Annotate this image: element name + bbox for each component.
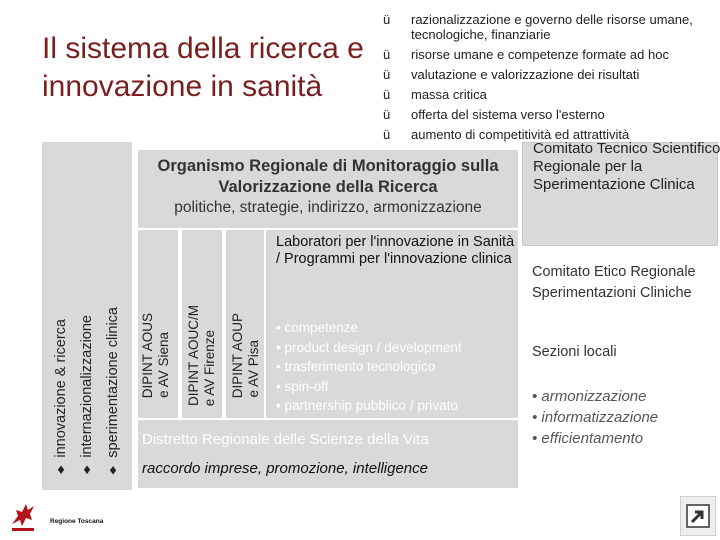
armonizzazione-list <box>532 386 718 449</box>
check-icon: ü <box>383 127 391 142</box>
dipint-firenze-line2: e AV Firenze <box>202 329 217 406</box>
armonizzazione-item: • efficientamento <box>532 428 718 449</box>
slide-title: Il sistema della ricerca e innovazione in sanità <box>42 32 364 103</box>
organismo-title: Organismo Regionale di Monitoraggio sulla <box>157 157 499 175</box>
organismo-subtitle: Valorizzazione della Ricerca <box>218 178 438 196</box>
check-icon: ü <box>383 107 391 122</box>
dipint-siena-line2: e AV Siena <box>156 332 171 398</box>
organismo-description: politiche, strategie, indirizzo, armonizzazione <box>174 199 482 216</box>
laboratori-box <box>266 230 518 418</box>
next-slide-button[interactable] <box>680 496 716 536</box>
dipint-pisa-line2: e AV Pisa <box>246 340 261 398</box>
dipint-pisa-line1: DIPINT AOUP <box>230 312 245 398</box>
brand-label: Regione Toscana <box>50 518 104 525</box>
laboratori-bullet: • competenze <box>276 318 462 338</box>
sezioni-locali: Sezioni locali <box>532 344 617 360</box>
distretto-subtitle: raccordo imprese, promozione, intelligence <box>142 460 428 477</box>
checklist-item <box>383 47 718 62</box>
distretto-box <box>138 420 518 488</box>
left-band-item: ♦ sperimentazione clinica <box>105 307 121 478</box>
check-icon: ü <box>383 87 391 102</box>
checklist-text: valutazione e valorizzazione dei risultati <box>411 67 640 82</box>
left-band-item: ♦ internazionalizzazione <box>79 315 95 478</box>
checklist-item <box>383 87 718 102</box>
left-band-item: ♦ innovazione & ricerca <box>53 319 69 478</box>
left-band <box>42 142 132 490</box>
check-icon: ü <box>383 12 391 27</box>
dipint-siena-box <box>138 230 178 418</box>
checklist-text: risorse umane e competenze formate ad hoc <box>411 47 669 62</box>
checklist-text: razionalizzazione e governo delle risorse umane, tecnologiche, finanziarie <box>411 12 693 42</box>
checklist-item <box>383 107 718 122</box>
checklist-text: offerta del sistema verso l'esterno <box>411 107 605 122</box>
organismo-box <box>138 150 518 228</box>
laboratori-bullets <box>276 318 462 416</box>
checklist-item <box>383 12 718 42</box>
check-icon: ü <box>383 47 391 62</box>
pegasus-logo-icon <box>8 494 38 534</box>
comitato-tecnico-text: Comitato Tecnico Scientifico Regionale per la Sperimentazione Clinica <box>533 140 720 193</box>
checklist-item <box>383 67 718 82</box>
distretto-title: Distretto Regionale delle Scienze della Vita <box>142 431 429 448</box>
dipint-pisa-box <box>226 230 264 418</box>
laboratori-bullet: • product design / development <box>276 338 462 358</box>
checklist-text: massa critica <box>411 87 487 102</box>
check-icon: ü <box>383 67 391 82</box>
armonizzazione-item: • armonizzazione <box>532 386 718 407</box>
checklist <box>383 12 718 142</box>
laboratori-bullet: • partnership pubblico / privato <box>276 396 462 416</box>
comitato-tecnico-box <box>522 142 718 246</box>
dipint-firenze-line1: DIPINT AOUC/M <box>186 304 201 406</box>
next-slide-arrow-icon <box>685 503 711 529</box>
comitato-etico: Comitato Etico Regionale Sperimentazioni Cliniche <box>532 264 696 301</box>
laboratori-heading: Laboratori per l'innovazione in Sanità / Programmi per l'innovazione clinica <box>276 234 515 267</box>
dipint-siena-line1: DIPINT AOUS <box>140 312 155 398</box>
armonizzazione-item: • informatizzazione <box>532 407 718 428</box>
laboratori-bullet: • spin-off <box>276 377 462 397</box>
dipint-firenze-box <box>182 230 222 418</box>
laboratori-bullet: • trasferimento tecnologico <box>276 357 462 377</box>
checklist-text: aumento di competitività ed attrattività <box>411 127 630 142</box>
